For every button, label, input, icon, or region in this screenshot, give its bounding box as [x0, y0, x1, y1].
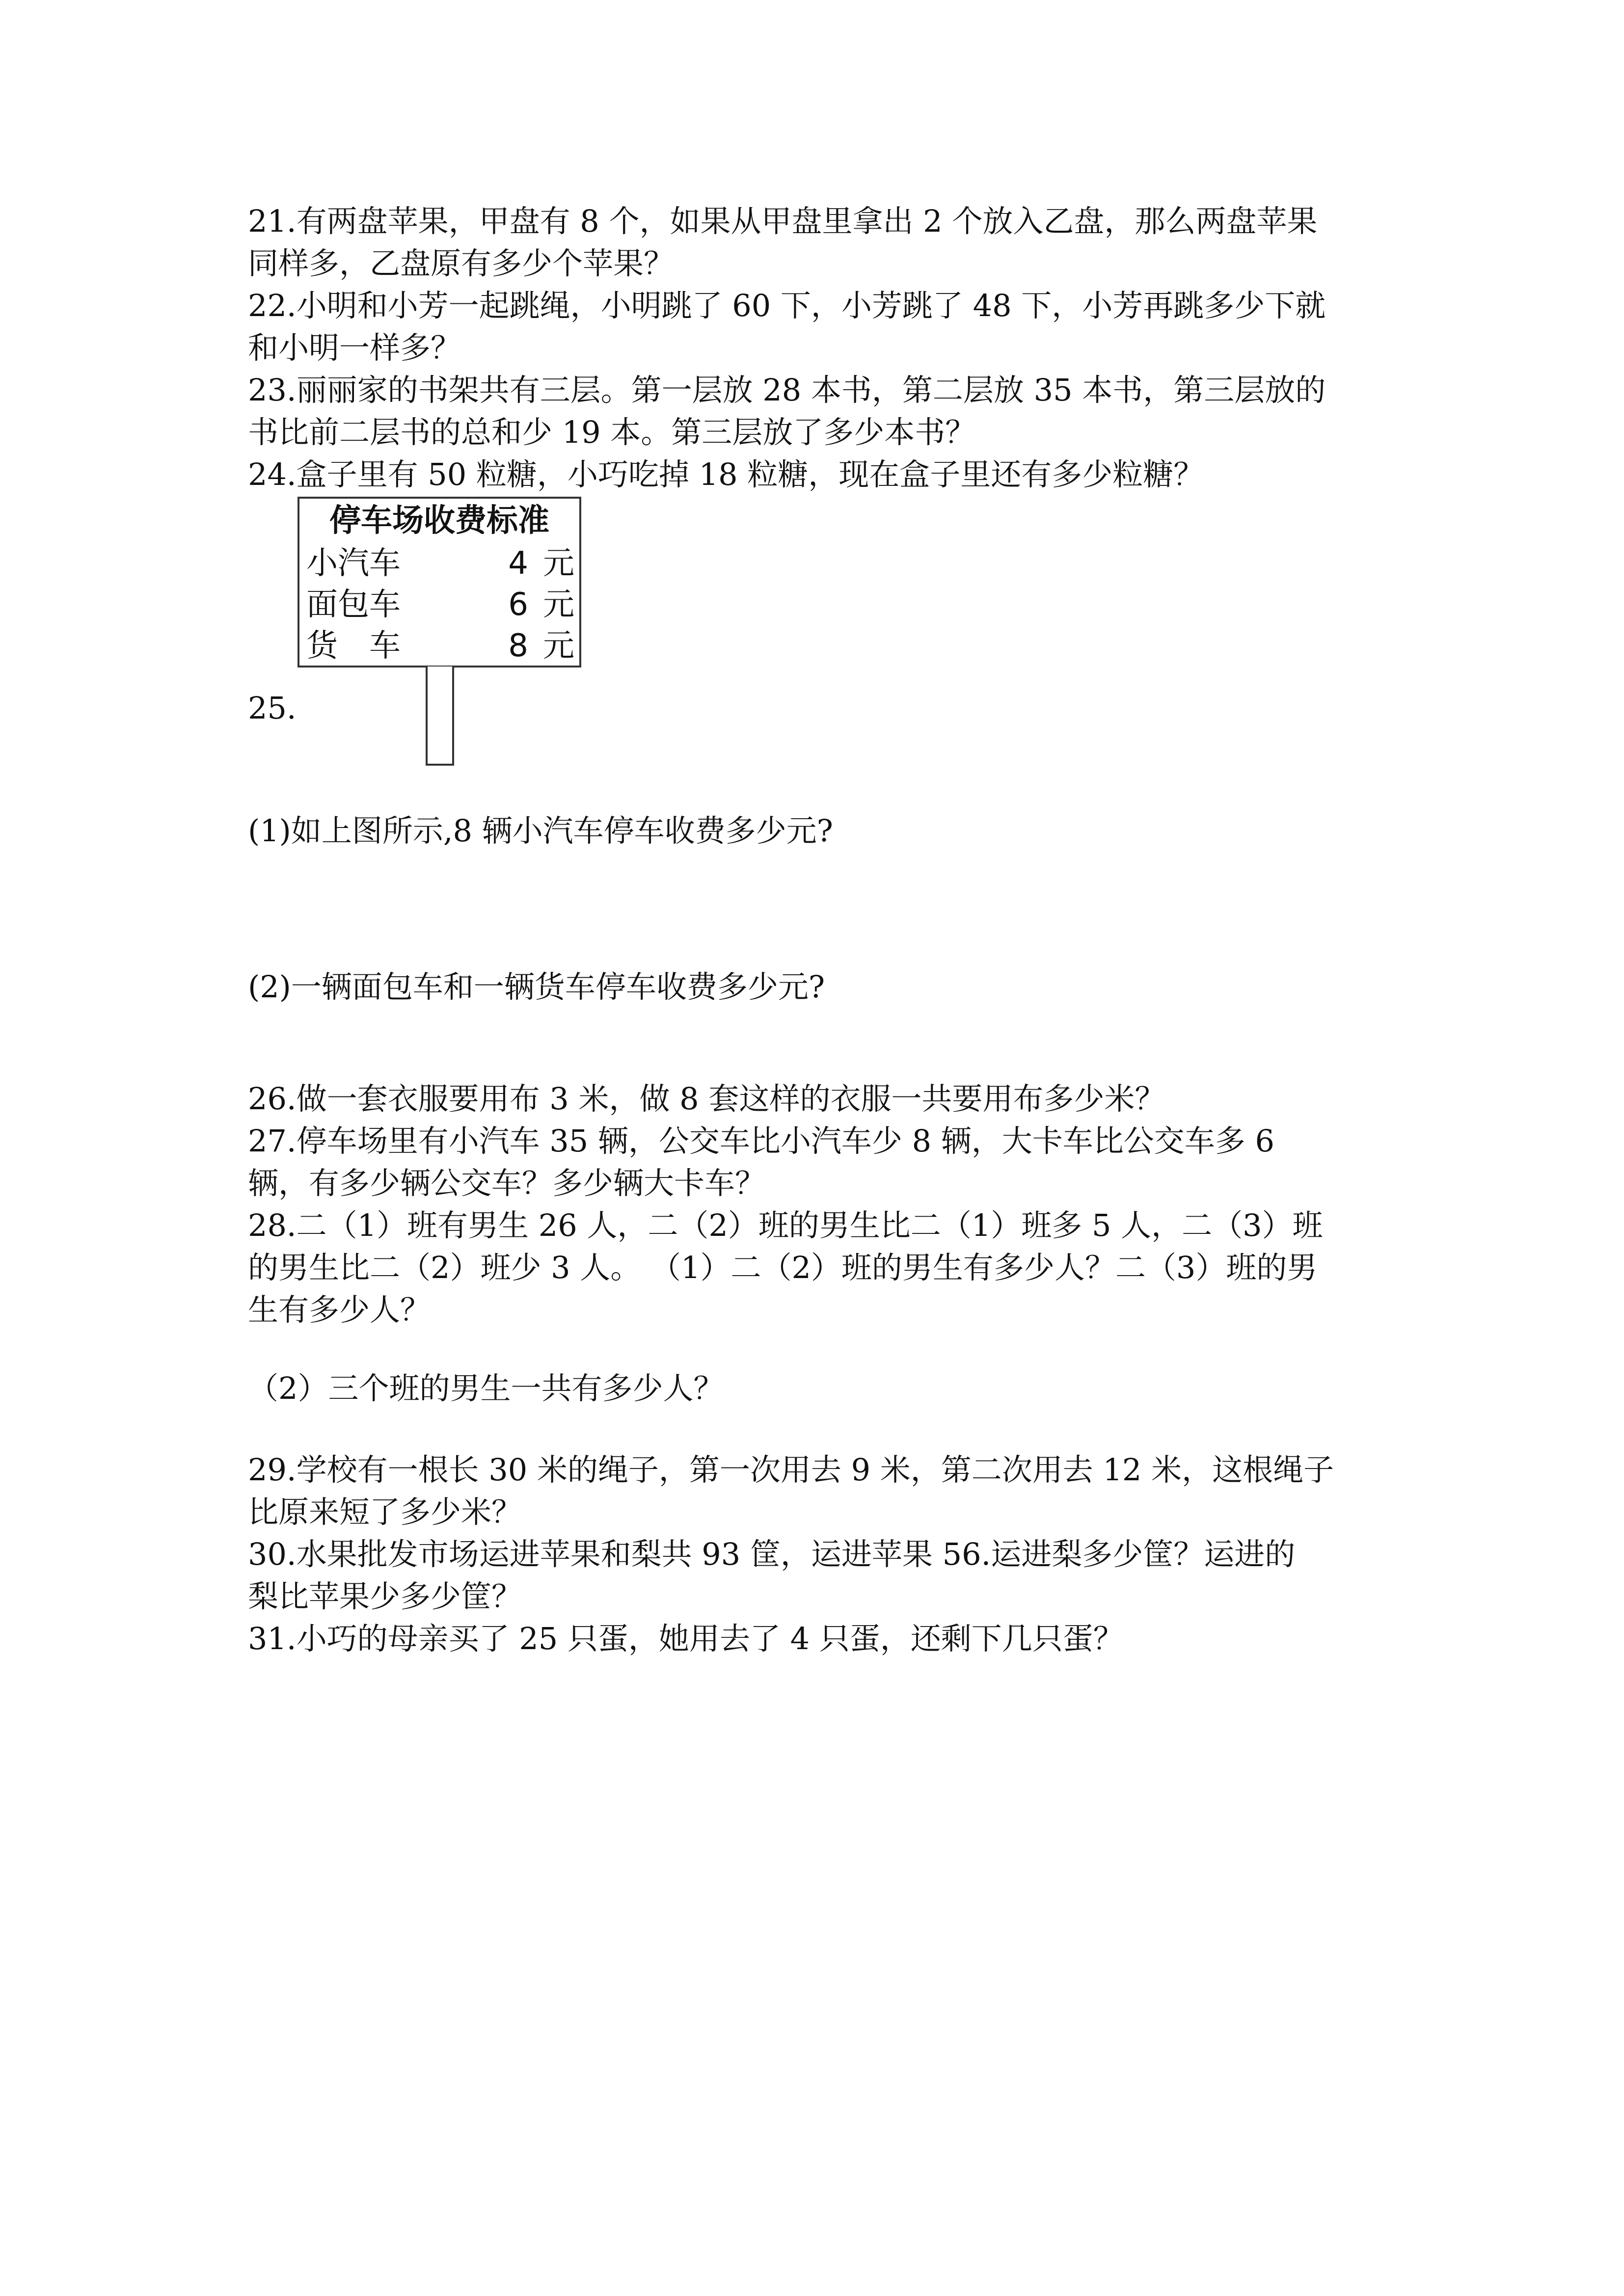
q28-line1: 28.二（1）班有男生 26 人，二（2）班的男生比二（1）班多 5 人，二（3）班 [248, 1207, 1323, 1243]
q29-line2: 比原来短了多少米？ [248, 1494, 522, 1530]
q30-line2: 梨比苹果少多少筐？ [248, 1578, 522, 1614]
sign-row-price [504, 625, 574, 667]
sign-row-name: 货 车 [306, 628, 401, 664]
sign-row-truck [304, 625, 574, 667]
sign-row-van [304, 584, 574, 625]
q22-line1: 22.小明和小芳一起跳绳，小明跳了 60 下，小芳跳了 48 下，小芳再跳多少下就 [248, 288, 1326, 323]
q31-line1: 31.小巧的母亲买了 25 只蛋，她用去了 4 只蛋，还剩下几只蛋？ [248, 1621, 1124, 1656]
sign-row-name: 面包车 [306, 587, 401, 623]
q21-line2: 同样多，乙盘原有多少个苹果？ [248, 245, 675, 281]
q25-number: 25. [248, 690, 297, 726]
q26-line1: 26.做一套衣服要用布 3 米，做 8 套这样的衣服一共要用布多少米？ [248, 1081, 1165, 1117]
sign-price-value: 6 [508, 587, 529, 623]
sign-price-value: 8 [508, 628, 529, 664]
sign-row-price [504, 584, 574, 625]
sign-price-unit: 元 [543, 587, 574, 623]
sign-title: 停车场收费标准 [329, 503, 549, 539]
q28-line2: 的男生比二（2）班少 3 人。 （1）二（2）班的男生有多少人？二（3）班的男 [248, 1250, 1318, 1285]
sign-post [426, 667, 454, 766]
sign-row-car [304, 543, 574, 584]
sign-row-name: 小汽车 [306, 545, 401, 582]
q23-line2: 书比前二层书的总和少 19 本。第三层放了多少本书？ [248, 414, 976, 450]
q30-line1: 30.水果批发市场运进苹果和梨共 93 筐，运进苹果 56.运进梨多少筐？运进的 [248, 1536, 1296, 1572]
parking-fee-sign [298, 497, 581, 667]
q22-line2: 和小明一样多？ [248, 330, 461, 366]
sign-row-price [504, 543, 574, 584]
sign-price-value: 4 [508, 545, 529, 582]
q28-sub2: （2）三个班的男生一共有多少人？ [248, 1370, 724, 1406]
q23-line1: 23.丽丽家的书架共有三层。第一层放 28 本书，第二层放 35 本书，第三层放的 [248, 372, 1326, 408]
q24-line1: 24.盒子里有 50 粒糖，小巧吃掉 18 粒糖，现在盒子里还有多少粒糖？ [248, 456, 1204, 492]
q25-sub2: (2)一辆面包车和一辆货车停车收费多少元? [248, 969, 825, 1005]
q21-line1: 21.有两盘苹果，甲盘有 8 个，如果从甲盘里拿出 2 个放入乙盘，那么两盘苹果 [248, 203, 1318, 239]
sign-price-unit: 元 [543, 545, 574, 582]
q28-line3: 生有多少人？ [248, 1292, 431, 1328]
q25-sub1: (1)如上图所示,8 辆小汽车停车收费多少元? [248, 813, 833, 849]
sign-price-unit: 元 [543, 628, 574, 664]
q27-line2: 辆，有多少辆公交车？多少辆大卡车？ [248, 1165, 766, 1201]
q29-line1: 29.学校有一根长 30 米的绳子，第一次用去 9 米，第二次用去 12 米，这根绳子 [248, 1452, 1334, 1488]
q27-line1: 27.停车场里有小汽车 35 辆，公交车比小汽车少 8 辆，大卡车比公交车多 6 [248, 1123, 1274, 1159]
